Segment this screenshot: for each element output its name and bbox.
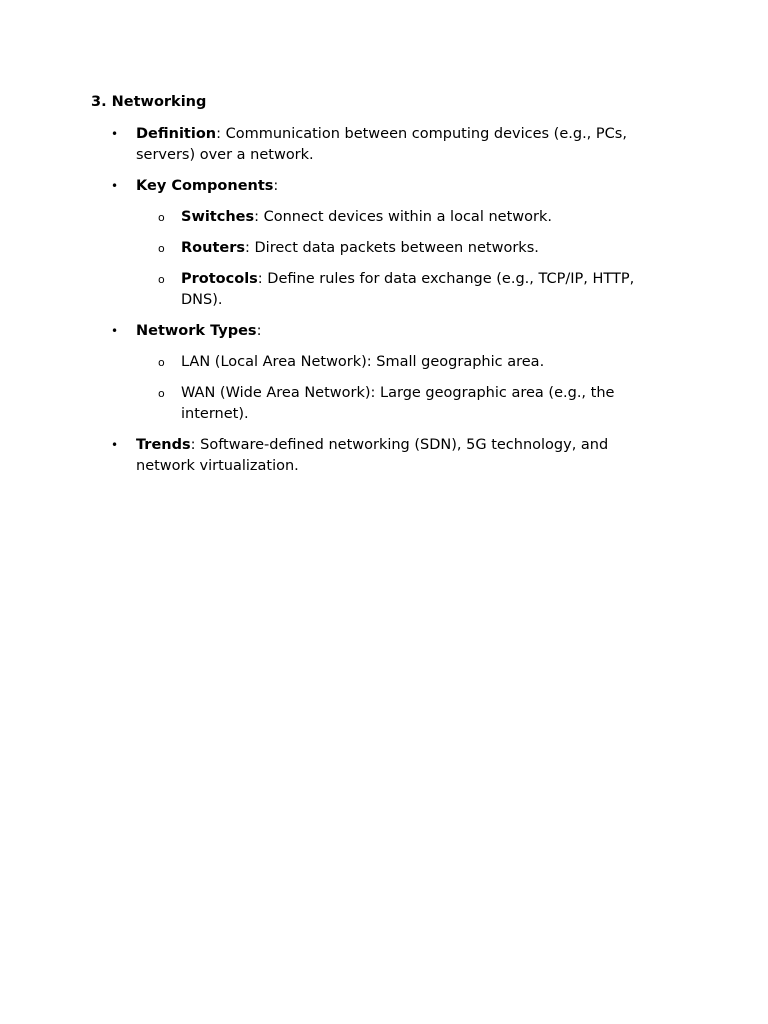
item-text: : Communication between computing devices (e.g., PCs, servers) over a network. <box>136 126 627 163</box>
list-item-definition <box>0 124 656 166</box>
list-subitem-switches <box>0 207 656 228</box>
item-text: : Software-defined networking (SDN), 5G technology, and network virtualization. <box>136 437 609 474</box>
sub-bullet-icon: o <box>158 211 165 224</box>
item-text: : Direct data packets between networks. <box>245 240 539 256</box>
item-text: : Define rules for data exchange (e.g., TCP/IP, HTTP, DNS). <box>181 271 635 308</box>
bullet-icon: • <box>111 127 119 141</box>
item-term: Definition <box>136 126 217 142</box>
list-item-trends <box>0 435 656 477</box>
sub-bullet-icon: o <box>158 273 165 286</box>
bullet-list <box>0 124 768 487</box>
bullet-icon: • <box>111 179 119 193</box>
sub-bullet-icon: o <box>158 242 165 255</box>
item-text: : <box>256 323 262 339</box>
item-text: WAN (Wide Area Network): Large geographic area (e.g., the internet). <box>181 385 615 422</box>
section-heading: 3. Networking <box>91 94 207 110</box>
item-term: Protocols <box>181 271 258 287</box>
sub-bullet-icon: o <box>158 356 165 369</box>
item-term: Routers <box>181 240 245 256</box>
item-text: : Connect devices within a local network. <box>254 209 552 225</box>
bullet-icon: • <box>111 438 119 452</box>
item-text: LAN (Local Area Network): Small geographic area. <box>181 354 545 370</box>
item-term: Network Types <box>136 323 257 339</box>
item-text: : <box>273 178 279 194</box>
sub-bullet-icon: o <box>158 387 165 400</box>
list-subitem-wan <box>0 383 656 425</box>
item-term: Switches <box>181 209 255 225</box>
list-item-network-types <box>0 321 656 342</box>
list-subitem-protocols <box>0 269 656 311</box>
list-subitem-routers <box>0 238 656 259</box>
list-item-key-components <box>0 176 656 197</box>
list-subitem-lan <box>0 352 656 373</box>
bullet-icon: • <box>111 324 119 338</box>
item-term: Key Components <box>136 178 274 194</box>
item-term: Trends <box>136 437 191 453</box>
